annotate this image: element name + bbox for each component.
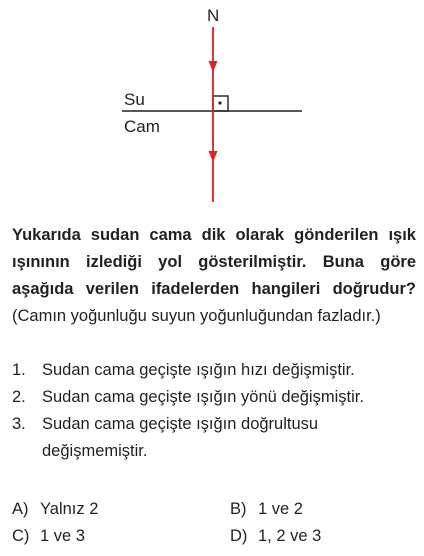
- statement-item: [12, 384, 416, 411]
- choice-b[interactable]: [230, 496, 303, 523]
- question-note: (Camın yoğunluğu suyun yoğunluğundan fazladır.): [12, 307, 381, 325]
- statement-number: 2.: [12, 388, 26, 406]
- statement-text: Sudan cama geçişte ışığın doğrultusu değişmemiştir.: [42, 415, 319, 460]
- choice-text: Yalnız 2: [40, 500, 99, 518]
- refraction-diagram: [0, 0, 424, 215]
- question-text: [12, 222, 416, 330]
- statement-number: 3.: [12, 415, 26, 433]
- choice-text: 1 ve 3: [40, 527, 85, 545]
- choice-key: D): [230, 527, 248, 545]
- choice-c[interactable]: [12, 523, 85, 550]
- choice-key: B): [230, 500, 247, 518]
- statement-number: 1.: [12, 361, 26, 379]
- statement-text: Sudan cama geçişte ışığın hızı değişmiştir.: [42, 361, 355, 379]
- choice-d[interactable]: [230, 523, 321, 550]
- glass-label: Cam: [124, 117, 160, 136]
- statement-item: [12, 357, 416, 384]
- choice-text: 1 ve 2: [258, 500, 303, 518]
- ray-arrow-lower: [209, 151, 218, 162]
- choice-text: 1, 2 ve 3: [258, 527, 322, 545]
- statement-list: [12, 357, 416, 465]
- question-stem: Yukarıda sudan cama dik olarak gönderilen ışık ışınının izlediği yol gösterilmiştir. Buna göre aşağıda verilen ifadelerden hangileri doğrudur?: [12, 226, 416, 298]
- choice-a[interactable]: [12, 496, 98, 523]
- water-label: Su: [124, 90, 145, 109]
- answer-choices: [12, 496, 416, 552]
- statement-text: Sudan cama geçişte ışığın yönü değişmiştir.: [42, 388, 364, 406]
- statement-item: [12, 411, 416, 465]
- diagram-canvas: [0, 0, 424, 215]
- right-angle-dot: [218, 101, 221, 104]
- choice-key: A): [12, 500, 29, 518]
- ray-arrow-upper: [209, 61, 218, 72]
- north-label: N: [207, 6, 220, 25]
- choice-key: C): [12, 527, 30, 545]
